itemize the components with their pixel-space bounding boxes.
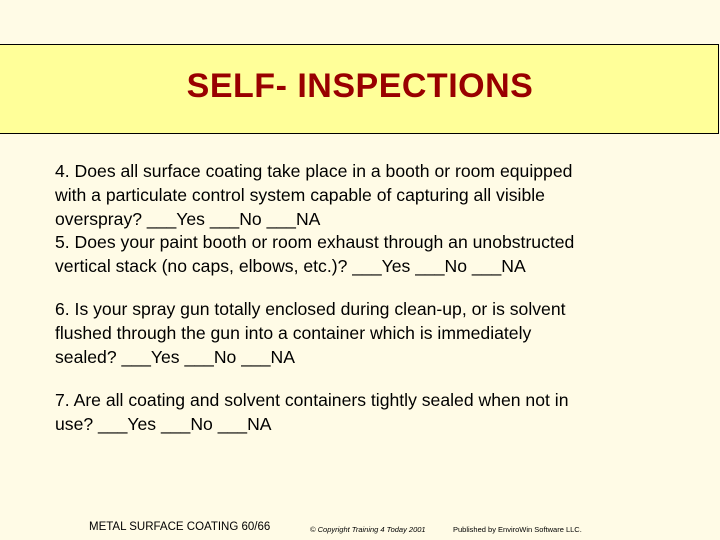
footer-course-label: METAL SURFACE COATING 60/66 <box>89 521 271 533</box>
question-6: 6. Is your spray gun totally enclosed during clean-up, or is solvent flushed through the gun into a container which is immediately sealed? ___Yes ___No ___NA <box>55 299 566 367</box>
title-banner <box>0 44 719 134</box>
question-4: 4. Does all surface coating take place in a booth or room equipped with a particulate control system capable of capturing all visible overspray? ___Yes ___No ___NA <box>55 161 573 229</box>
question-7: 7. Are all coating and solvent containers tightly sealed when not in use? ___Yes ___No ___NA <box>55 390 569 434</box>
question-5: 5. Does your paint booth or room exhaust through an unobstructed vertical stack (no caps, elbows, etc.)? ___Yes ___No ___NA <box>55 232 575 276</box>
footer-copyright: © Copyright Training 4 Today 2001 <box>310 525 426 534</box>
footer-publisher: Published by EnviroWin Software LLC. <box>453 525 582 534</box>
slide-title: SELF- INSPECTIONS <box>186 67 534 105</box>
